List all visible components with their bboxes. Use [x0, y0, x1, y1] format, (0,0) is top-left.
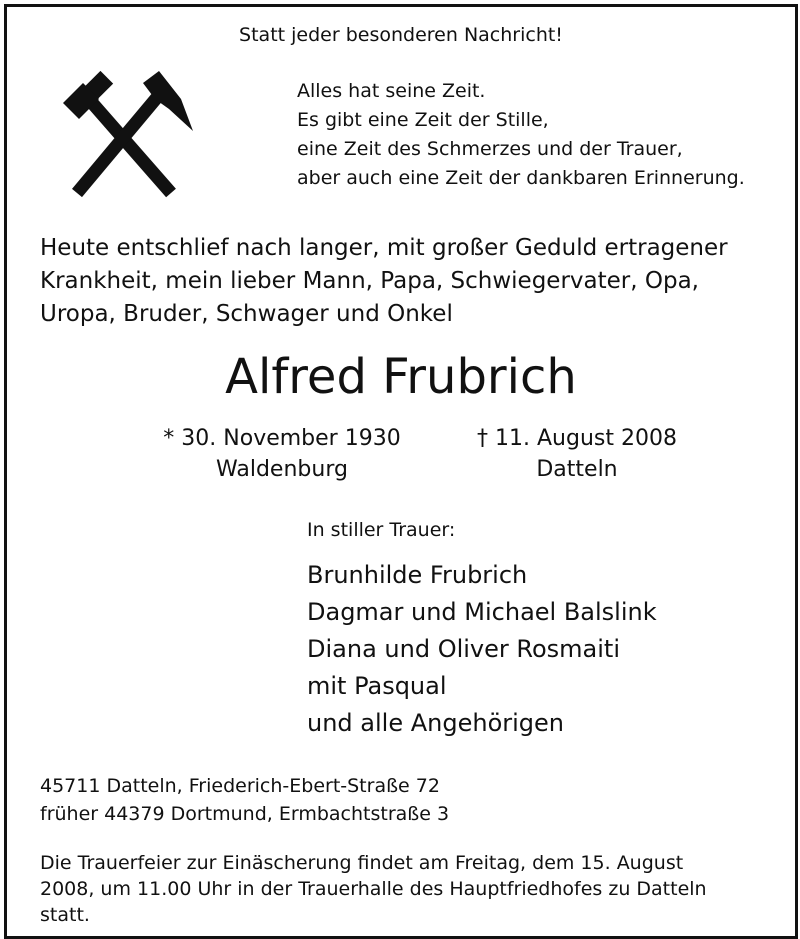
- death-place: Datteln: [536, 457, 618, 482]
- mourner-name: mit Pasqual: [307, 672, 447, 700]
- mourners-list: [307, 557, 657, 742]
- poem-line: eine Zeit des Schmerzes und der Trauer,: [297, 138, 683, 160]
- hammer-and-pick-icon: [59, 69, 199, 201]
- poem-line: Alles hat seine Zeit.: [297, 80, 486, 102]
- address-line: früher 44379 Dortmund, Ermbachtstraße 3: [40, 803, 450, 825]
- ceremony-line: statt.: [40, 904, 90, 926]
- ceremony-line: 2008, um 11.00 Uhr in der Trauerhalle des Hauptfriedhofes zu Datteln: [40, 878, 707, 900]
- notice-frame: [4, 4, 798, 939]
- ceremony-line: Die Trauerfeier zur Einäscherung findet am Freitag, dem 15. August: [40, 852, 684, 874]
- mourner-name: Diana und Oliver Rosmaiti: [307, 635, 620, 663]
- birth-block: [147, 423, 417, 485]
- poem-line: aber auch eine Zeit der dankbaren Erinnerung.: [297, 167, 745, 189]
- intro-line: Heute entschlief nach langer, mit großer Geduld ertragener: [40, 235, 728, 261]
- mourner-name: Brunhilde Frubrich: [307, 561, 528, 589]
- address-block: [40, 772, 449, 828]
- birth-place: Waldenburg: [216, 457, 348, 482]
- ceremony-info: [40, 850, 707, 928]
- poem: [297, 77, 745, 193]
- mourning-label: In stiller Trauer:: [307, 519, 456, 541]
- mourner-name: und alle Angehörigen: [307, 709, 564, 737]
- death-block: [467, 423, 687, 485]
- poem-line: Es gibt eine Zeit der Stille,: [297, 109, 549, 131]
- address-line: 45711 Datteln, Friederich-Ebert-Straße 72: [40, 775, 440, 797]
- deceased-name: Alfred Frubrich: [225, 349, 577, 405]
- intro-text: [40, 232, 728, 331]
- intro-line: Uropa, Bruder, Schwager und Onkel: [40, 301, 453, 327]
- notice-header: Statt jeder besonderen Nachricht!: [239, 24, 563, 46]
- mourner-name: Dagmar und Michael Balslink: [307, 598, 657, 626]
- death-date: † 11. August 2008: [477, 426, 677, 451]
- birth-date: * 30. November 1930: [163, 426, 401, 451]
- intro-line: Krankheit, mein lieber Mann, Papa, Schwiegervater, Opa,: [40, 268, 699, 294]
